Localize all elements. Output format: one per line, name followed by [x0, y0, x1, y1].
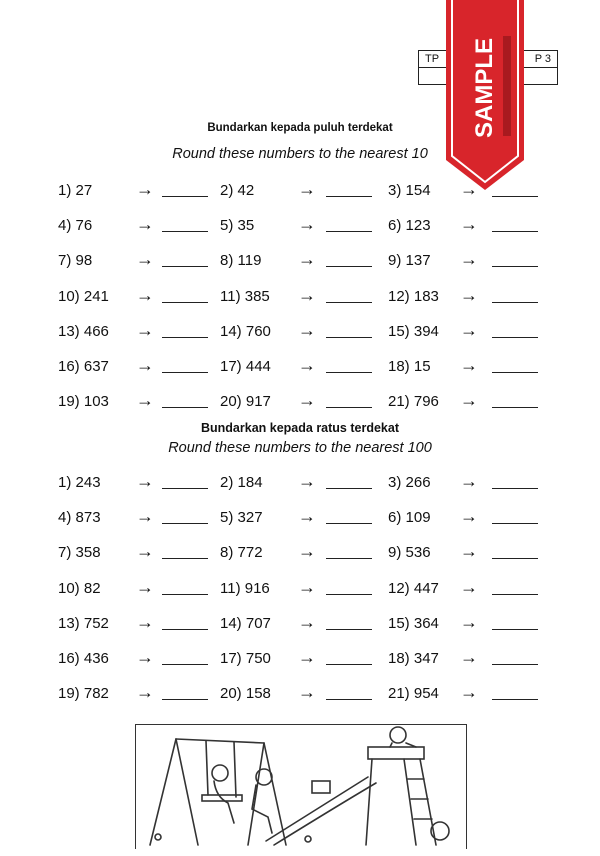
slide-surface [266, 777, 368, 841]
exercise-number: 19) 103 [58, 393, 109, 411]
answer-blank[interactable] [326, 302, 372, 303]
answer-blank[interactable] [492, 594, 538, 595]
answer-blank[interactable] [326, 231, 372, 232]
answer-blank[interactable] [162, 337, 208, 338]
exercise-row [0, 286, 600, 310]
answer-blank[interactable] [326, 196, 372, 197]
answer-blank[interactable] [492, 302, 538, 303]
child-head-3 [390, 727, 406, 743]
swing-beam [176, 739, 264, 743]
answer-blank[interactable] [492, 196, 538, 197]
answer-blank[interactable] [326, 488, 372, 489]
exercise-number: 13) 466 [58, 322, 109, 340]
answer-blank[interactable] [326, 629, 372, 630]
swing-leg-left [150, 739, 176, 845]
exercise-number: 1) 27 [58, 182, 93, 199]
exercise-row [0, 472, 600, 496]
exercise-number: 8) 119 [220, 252, 262, 270]
exercise-row [0, 250, 600, 274]
exercise-number: 15) 364 [388, 614, 439, 632]
exercise-number: 10) 82 [58, 579, 101, 597]
section1-title-en: Round these numbers to the nearest 10 [172, 146, 428, 162]
exercise-number: 11) 385 [220, 287, 270, 305]
exercise-number: 17) 444 [220, 358, 271, 375]
arrow-icon: → [298, 682, 316, 703]
arrow-icon: → [460, 214, 478, 235]
answer-blank[interactable] [492, 629, 538, 630]
exercise-row [0, 683, 600, 707]
slide-ladder-rail [420, 759, 436, 845]
sample-ribbon [446, 0, 524, 190]
exercise-number: 12) 183 [388, 287, 439, 305]
arrow-icon: → [460, 284, 478, 305]
arrow-icon: → [298, 576, 316, 597]
answer-blank[interactable] [492, 523, 538, 524]
exercise-number: 5) 35 [220, 217, 255, 235]
level-box-left: TP [419, 51, 486, 68]
exercise-number: 8) 772 [220, 544, 263, 562]
exercise-number: 2) 42 [220, 182, 255, 199]
child-body-2 [252, 785, 272, 833]
arrow-icon: → [136, 214, 154, 235]
answer-blank[interactable] [326, 523, 372, 524]
answer-blank[interactable] [162, 594, 208, 595]
exercise-number: 19) 782 [58, 685, 109, 703]
slide-post [366, 759, 372, 845]
slide-platform [368, 747, 424, 759]
ribbon-label: SAMPLE [471, 37, 498, 138]
exercise-number: 12) 447 [388, 579, 439, 597]
arrow-icon: → [298, 471, 316, 491]
exercise-row [0, 356, 600, 380]
section2-title-ms: Bundarkan kepada ratus terdekat [201, 421, 399, 435]
arrow-icon: → [460, 471, 478, 491]
exercise-number: 4) 873 [58, 509, 101, 527]
arrow-icon: → [460, 179, 478, 199]
arrow-icon: → [136, 541, 154, 562]
arrow-icon: → [298, 541, 316, 562]
exercise-number: 14) 707 [220, 614, 271, 632]
exercise-number: 4) 76 [58, 217, 93, 235]
exercise-number: 16) 637 [58, 358, 109, 375]
exercise-number: 17) 750 [220, 650, 271, 667]
arrow-icon: → [298, 390, 316, 411]
exercise-number: 7) 358 [58, 544, 101, 562]
exercise-number: 20) 158 [220, 685, 271, 703]
arrow-icon: → [136, 576, 154, 597]
answer-blank[interactable] [162, 629, 208, 630]
answer-blank[interactable] [162, 231, 208, 232]
arrow-icon: → [136, 390, 154, 411]
arrow-icon: → [136, 284, 154, 305]
arrow-icon: → [136, 506, 154, 527]
arrow-icon: → [460, 390, 478, 411]
arrow-icon: → [460, 506, 478, 527]
section1-title-ms: Bundarkan kepada puluh terdekat [207, 122, 393, 134]
arrow-icon: → [136, 471, 154, 491]
section2-title-en: Round these numbers to the nearest 100 [168, 440, 432, 456]
answer-blank[interactable] [326, 266, 372, 267]
swing-leg-right [248, 743, 264, 845]
arrow-icon: → [298, 319, 316, 340]
exercise-number: 21) 796 [388, 393, 439, 411]
arrow-icon: → [136, 179, 154, 199]
arrow-icon: → [136, 682, 154, 703]
exercise-number: 3) 266 [388, 474, 431, 491]
answer-blank[interactable] [326, 337, 372, 338]
exercise-number: 6) 123 [388, 217, 431, 235]
slide-ladder-rail-2 [404, 759, 416, 845]
answer-blank[interactable] [162, 558, 208, 559]
arrow-icon: → [460, 355, 478, 375]
arrow-icon: → [298, 249, 316, 270]
playground-illustration [135, 724, 467, 849]
answer-blank[interactable] [492, 372, 538, 373]
arrow-icon: → [136, 355, 154, 375]
answer-blank[interactable] [492, 699, 538, 700]
arrow-icon: → [298, 284, 316, 305]
answer-blank[interactable] [492, 266, 538, 267]
exercise-number: 21) 954 [388, 685, 439, 703]
exercise-number: 1) 243 [58, 474, 101, 491]
arrow-icon: → [460, 611, 478, 632]
exercise-number: 3) 154 [388, 182, 431, 199]
arrow-icon: → [136, 319, 154, 340]
exercise-number: 15) 394 [388, 322, 439, 340]
answer-blank[interactable] [162, 699, 208, 700]
exercise-row [0, 613, 600, 637]
playground-drawing [136, 725, 466, 849]
exercise-number: 18) 15 [388, 358, 431, 375]
exercise-number: 9) 536 [388, 544, 431, 562]
level-box-right: P 3 [485, 51, 557, 68]
arrow-icon: → [298, 611, 316, 632]
answer-blank[interactable] [492, 231, 538, 232]
answer-blank[interactable] [326, 699, 372, 700]
arrow-icon: → [460, 541, 478, 562]
answer-blank[interactable] [326, 664, 372, 665]
answer-blank[interactable] [492, 488, 538, 489]
exercise-row [0, 391, 600, 415]
exercise-number: 10) 241 [58, 287, 109, 305]
exercise-row [0, 507, 600, 531]
exercise-row [0, 542, 600, 566]
answer-blank[interactable] [162, 407, 208, 408]
arrow-icon: → [298, 179, 316, 199]
answer-blank[interactable] [326, 594, 372, 595]
arrow-icon: → [298, 647, 316, 667]
answer-blank[interactable] [162, 302, 208, 303]
child-head [212, 765, 228, 781]
arrow-icon: → [460, 682, 478, 703]
arrow-icon: → [460, 249, 478, 270]
arrow-icon: → [136, 249, 154, 270]
exercise-row [0, 321, 600, 345]
exercise-number: 14) 760 [220, 322, 271, 340]
child-body [214, 781, 234, 823]
answer-blank[interactable] [326, 407, 372, 408]
exercise-number: 9) 137 [388, 252, 431, 270]
answer-blank[interactable] [326, 558, 372, 559]
answer-blank[interactable] [162, 372, 208, 373]
arrow-icon: → [298, 214, 316, 235]
exercise-number: 7) 98 [58, 252, 93, 270]
answer-blank[interactable] [492, 337, 538, 338]
exercise-row [0, 578, 600, 602]
toy-box [312, 781, 330, 793]
arrow-icon: → [298, 355, 316, 375]
answer-blank[interactable] [326, 372, 372, 373]
exercise-number: 11) 916 [220, 579, 270, 597]
arrow-icon: → [136, 647, 154, 667]
answer-blank[interactable] [162, 196, 208, 197]
exercise-number: 20) 917 [220, 393, 271, 411]
swing-leg-left-2 [176, 739, 198, 845]
arrow-icon: → [460, 576, 478, 597]
answer-blank[interactable] [492, 407, 538, 408]
swing-chain-2 [234, 742, 236, 797]
answer-blank[interactable] [162, 266, 208, 267]
exercise-number: 2) 184 [220, 474, 263, 491]
arrow-icon: → [298, 506, 316, 527]
arrow-icon: → [460, 319, 478, 340]
answer-blank[interactable] [162, 488, 208, 489]
answer-blank[interactable] [162, 664, 208, 665]
exercise-number: 13) 752 [58, 614, 109, 632]
exercise-number: 16) 436 [58, 650, 109, 667]
exercise-number: 18) 347 [388, 650, 439, 667]
ribbon-stripe [503, 36, 511, 136]
flower-2 [305, 836, 311, 842]
flower [155, 834, 161, 840]
answer-blank[interactable] [492, 664, 538, 665]
exercise-number: 6) 109 [388, 509, 431, 527]
answer-blank[interactable] [162, 523, 208, 524]
swing-chain [206, 741, 208, 795]
exercise-row [0, 648, 600, 672]
exercise-row [0, 215, 600, 239]
arrow-icon: → [460, 647, 478, 667]
answer-blank[interactable] [492, 558, 538, 559]
arrow-icon: → [136, 611, 154, 632]
exercise-number: 5) 327 [220, 509, 263, 527]
